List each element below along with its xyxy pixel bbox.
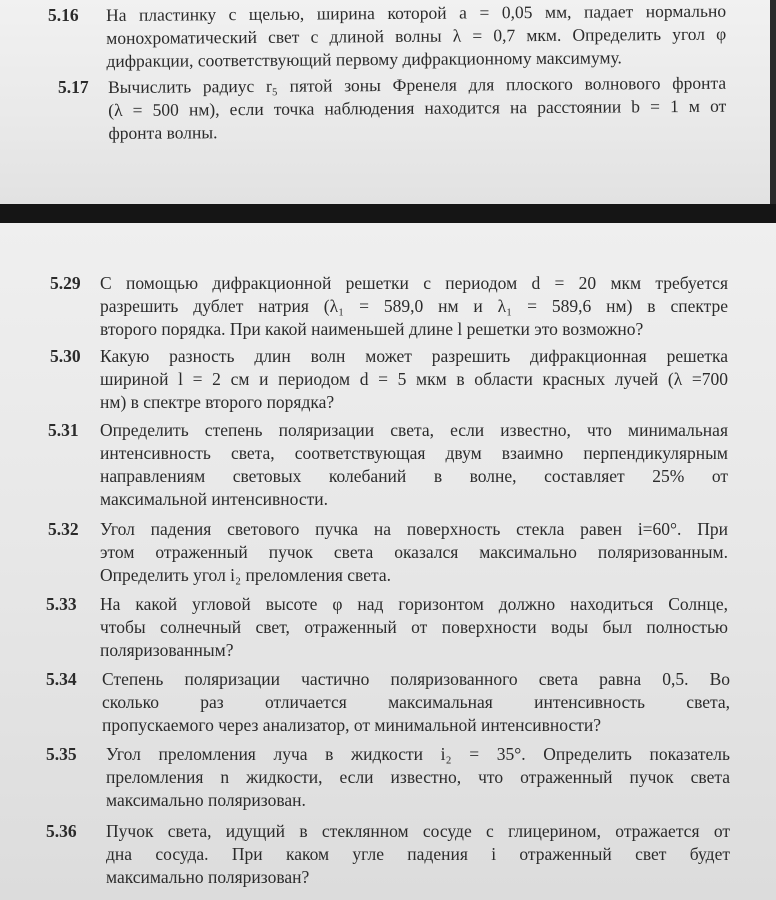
problem-line: интенсивность света, соответствующая двум взаимно перпендикулярным [100,443,728,463]
problem-5-16 [48,0,727,73]
problem-line: Угол падения светового пучка на поверхность стекла равен i=60°. При [100,519,728,539]
problem-number: 5.29 [50,273,81,293]
problem-line: Пучок света, идущий в стеклянном сосуде с глицерином, отражается от [106,821,730,841]
problem-5-30 [50,345,728,414]
problem-number: 5.17 [58,77,89,97]
problem-number: 5.36 [46,821,77,841]
problem-line: сколько раз отличается максимальная интенсивность света, [102,692,730,712]
problem-line: С помощью дифракционной решетки с периодом d = 20 мкм требуется [100,273,728,293]
problem-line: фронта волны. [108,122,218,143]
problem-line: направлениям световых колебаний в волне, составляет 25% от [100,466,728,486]
problem-line: дифракции, соответствующий первому дифракционному максимуму. [106,47,622,71]
problem-number: 5.30 [50,346,81,366]
problem-5-29 [50,272,728,341]
problem-number: 5.32 [48,519,79,539]
problem-5-36 [46,820,730,889]
problem-line: максимально поляризован. [106,790,306,810]
problem-line: пропускаемого через анализатор, от минимальной интенсивности? [102,715,602,735]
problem-line: максимально поляризован? [106,867,310,887]
problem-line: (λ = 500 нм), если точка наблюдения находится на расстоянии b = 1 м от [108,95,727,120]
problem-line: этом отраженный пучок света оказался максимально поляризованным. [100,542,728,562]
problem-number: 5.34 [46,669,77,689]
problem-line: Степень поляризации частично поляризованного света равна 0,5. Во [102,669,730,689]
problem-5-17 [58,72,727,145]
problem-line: дна сосуда. При каком угле падения i отраженный свет будет [106,844,730,864]
problem-line: шириной l = 2 см и периодом d = 5 мкм в области красных лучей (λ =700 [100,369,728,389]
problem-5-34 [46,668,730,737]
problem-line: Вычислить радиус r₅ пятой зоны Френеля для плоского волнового фронта [108,72,727,97]
problem-5-31 [48,419,728,511]
problem-line: монохроматический свет с длиной волны λ = 0,7 мкм. Определить угол φ [106,23,727,48]
problem-line: разрешить дублет натрия (λ₁ = 589,0 нм и λ₁ = 589,6 нм) в спектре [100,296,728,316]
page-gap [0,204,776,223]
problem-5-32 [48,518,728,587]
problem-line: Какую разность длин волн может разрешить дифракционная решетка [100,346,728,366]
problem-line: второго порядка. При какой наименьшей длине l решетки это возможно? [100,319,644,339]
problem-line: нм) в спектре второго порядка? [100,392,335,412]
problem-number: 5.35 [46,744,77,764]
problem-line: Определить угол i₂ преломления света. [100,565,391,585]
top-page [0,0,770,204]
problem-line: поляризованным? [100,640,234,660]
problem-number: 5.33 [46,594,77,614]
problem-line: максимальной интенсивности. [100,489,328,509]
problem-number: 5.31 [48,420,79,440]
problem-line: чтобы солнечный свет, отраженный от поверхности воды был полностью [100,617,728,637]
problem-line: Угол преломления луча в жидкости i₂ = 35°. Определить показатель [106,744,730,764]
problem-5-33 [46,593,728,662]
problem-line: Определить степень поляризации света, если известно, что минимальная [100,420,728,440]
problem-line: На пластинку с щелью, ширина которой a = 0,05 мм, падает нормально [106,0,727,25]
problem-number: 5.16 [48,5,79,25]
problem-5-35 [46,743,730,812]
bottom-page [0,223,776,900]
problem-line: преломления n жидкости, если известно, что отраженный пучок света [106,767,730,787]
page-edge [770,0,776,204]
problem-line: На какой угловой высоте φ над горизонтом должно находиться Солнце, [100,594,728,614]
